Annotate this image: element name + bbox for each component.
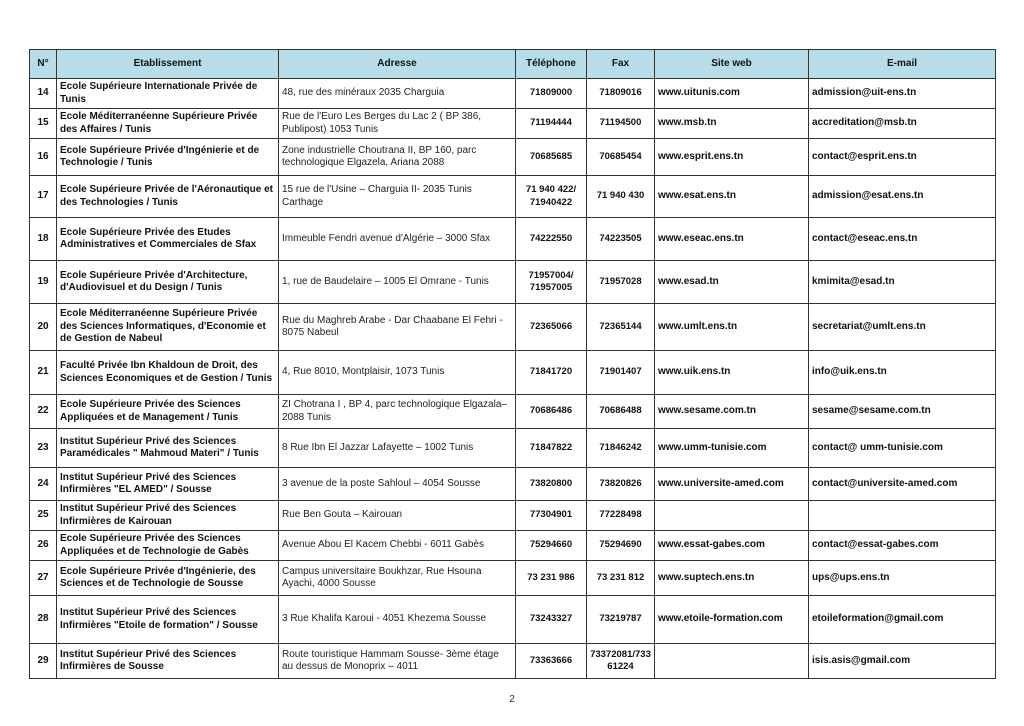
telephone: 75294660 xyxy=(516,531,587,561)
table-row xyxy=(30,596,996,644)
email-link[interactable]: info@uik.ens.tn xyxy=(809,351,996,395)
telephone: 71847822 xyxy=(516,429,587,468)
table-row xyxy=(30,109,996,139)
table-row xyxy=(30,429,996,468)
email-link[interactable]: contact@essat-gabes.com xyxy=(809,531,996,561)
fax: 72365144 xyxy=(587,304,655,351)
address: 1, rue de Baudelaire – 1005 El Omrane - Tunis xyxy=(279,261,516,304)
establishment-name: Ecole Supérieure Privée d'Ingénierie et de Technologie / Tunis xyxy=(57,139,279,176)
website-link xyxy=(655,644,809,679)
fax: 71194500 xyxy=(587,109,655,139)
address: 4, Rue 8010, Montplaisir, 1073 Tunis xyxy=(279,351,516,395)
address: Rue de l'Euro Les Berges du Lac 2 ( BP 386, Publipost) 1053 Tunis xyxy=(279,109,516,139)
header-email: E-mail xyxy=(809,50,996,79)
establishment-name: Ecole Supérieure Internationale Privée de Tunis xyxy=(57,79,279,109)
establishment-name: Ecole Supérieure Privée des Etudes Administratives et Commerciales de Sfax xyxy=(57,218,279,261)
address: 3 avenue de la poste Sahloul – 4054 Sousse xyxy=(279,468,516,501)
telephone: 70686486 xyxy=(516,395,587,429)
website-link[interactable]: www.sesame.com.tn xyxy=(655,395,809,429)
telephone: 73820800 xyxy=(516,468,587,501)
address: Rue Ben Gouta – Kairouan xyxy=(279,501,516,531)
website-link[interactable]: www.etoile-formation.com xyxy=(655,596,809,644)
website-link[interactable]: www.msb.tn xyxy=(655,109,809,139)
row-number: 27 xyxy=(30,561,57,596)
header-adresse: Adresse xyxy=(279,50,516,79)
address: Avenue Abou El Kacem Chebbi - 6011 Gabès xyxy=(279,531,516,561)
establishment-name: Institut Supérieur Privé des Sciences Infirmières "Etoile de formation" / Sousse xyxy=(57,596,279,644)
row-number: 23 xyxy=(30,429,57,468)
establishment-name: Ecole Supérieure Privée d'Architecture, d'Audiovisuel et du Design / Tunis xyxy=(57,261,279,304)
website-link[interactable]: www.uitunis.com xyxy=(655,79,809,109)
fax: 70686488 xyxy=(587,395,655,429)
row-number: 24 xyxy=(30,468,57,501)
row-number: 14 xyxy=(30,79,57,109)
header-number: N° xyxy=(30,50,57,79)
establishment-name: Faculté Privée Ibn Khaldoun de Droit, des Sciences Economiques et de Gestion / Tunis xyxy=(57,351,279,395)
row-number: 15 xyxy=(30,109,57,139)
website-link[interactable]: www.suptech.ens.tn xyxy=(655,561,809,596)
table-row xyxy=(30,79,996,109)
telephone: 71194444 xyxy=(516,109,587,139)
fax: 71957028 xyxy=(587,261,655,304)
row-number: 17 xyxy=(30,176,57,218)
table-row xyxy=(30,304,996,351)
address: ZI Chotrana I , BP 4, parc technologique Elgazala– 2088 Tunis xyxy=(279,395,516,429)
fax: 71846242 xyxy=(587,429,655,468)
address: Zone industrielle Choutrana II, BP 160, parc technologique Elgazela, Ariana 2088 xyxy=(279,139,516,176)
fax: 73 231 812 xyxy=(587,561,655,596)
row-number: 18 xyxy=(30,218,57,261)
telephone: 73243327 xyxy=(516,596,587,644)
establishment-name: Ecole Supérieure Privée de l'Aéronautique et des Technologies / Tunis xyxy=(57,176,279,218)
header-fax: Fax xyxy=(587,50,655,79)
fax: 73219787 xyxy=(587,596,655,644)
address: Campus universitaire Boukhzar, Rue Hsouna Ayachi, 4000 Sousse xyxy=(279,561,516,596)
establishment-name: Ecole Supérieure Privée des Sciences Appliquées et de Technologie de Gabès xyxy=(57,531,279,561)
email-link[interactable]: contact@eseac.ens.tn xyxy=(809,218,996,261)
fax: 71809016 xyxy=(587,79,655,109)
establishment-name: Ecole Méditerranéenne Supérieure Privée des Sciences Informatiques, d'Economie et de Gestion de Nabeul xyxy=(57,304,279,351)
establishment-name: Ecole Supérieure Privée d'Ingénierie, des Sciences et de Technologie de Sousse xyxy=(57,561,279,596)
telephone: 71841720 xyxy=(516,351,587,395)
website-link[interactable]: www.umm-tunisie.com xyxy=(655,429,809,468)
header-etablissement: Etablissement xyxy=(57,50,279,79)
table-row xyxy=(30,561,996,596)
telephone: 71957004/ 71957005 xyxy=(516,261,587,304)
email-link[interactable]: etoileformation@gmail.com xyxy=(809,596,996,644)
fax: 75294690 xyxy=(587,531,655,561)
address: 15 rue de l'Usine – Charguia II- 2035 Tunis Carthage xyxy=(279,176,516,218)
email-link[interactable]: contact@esprit.ens.tn xyxy=(809,139,996,176)
website-link[interactable]: www.universite-amed.com xyxy=(655,468,809,501)
address: Rue du Maghreb Arabe - Dar Chaabane El Fehri - 8075 Nabeul xyxy=(279,304,516,351)
website-link xyxy=(655,501,809,531)
table-row xyxy=(30,261,996,304)
address: Immeuble Fendri avenue d'Algérie – 3000 Sfax xyxy=(279,218,516,261)
email-link[interactable]: contact@ umm-tunisie.com xyxy=(809,429,996,468)
fax: 70685454 xyxy=(587,139,655,176)
fax: 71 940 430 xyxy=(587,176,655,218)
table-row xyxy=(30,218,996,261)
table-row xyxy=(30,468,996,501)
telephone: 77304901 xyxy=(516,501,587,531)
table-row xyxy=(30,351,996,395)
table-row xyxy=(30,176,996,218)
header-telephone: Téléphone xyxy=(516,50,587,79)
establishment-name: Institut Supérieur Privé des Sciences Paramédicales " Mahmoud Materi" / Tunis xyxy=(57,429,279,468)
email-link[interactable]: contact@universite-amed.com xyxy=(809,468,996,501)
website-link[interactable]: www.esprit.ens.tn xyxy=(655,139,809,176)
email-link[interactable]: isis.asis@gmail.com xyxy=(809,644,996,679)
email-link[interactable]: sesame@sesame.com.tn xyxy=(809,395,996,429)
row-number: 19 xyxy=(30,261,57,304)
telephone: 74222550 xyxy=(516,218,587,261)
address: 48, rue des minéraux 2035 Charguia xyxy=(279,79,516,109)
telephone: 71809000 xyxy=(516,79,587,109)
row-number: 16 xyxy=(30,139,57,176)
website-link[interactable]: www.essat-gabes.com xyxy=(655,531,809,561)
email-link[interactable]: admission@uit-ens.tn xyxy=(809,79,996,109)
website-link[interactable]: www.uik.ens.tn xyxy=(655,351,809,395)
website-link[interactable]: www.esad.tn xyxy=(655,261,809,304)
telephone: 70685685 xyxy=(516,139,587,176)
fax: 77228498 xyxy=(587,501,655,531)
email-link[interactable]: admission@esat.ens.tn xyxy=(809,176,996,218)
header-site-web: Site web xyxy=(655,50,809,79)
telephone: 73 231 986 xyxy=(516,561,587,596)
email-link[interactable]: kmimita@esad.tn xyxy=(809,261,996,304)
website-link[interactable]: www.umlt.ens.tn xyxy=(655,304,809,351)
table-row xyxy=(30,501,996,531)
fax: 73820826 xyxy=(587,468,655,501)
establishment-name: Institut Supérieur Privé des Sciences Infirmières "EL AMED" / Sousse xyxy=(57,468,279,501)
website-link[interactable]: www.esat.ens.tn xyxy=(655,176,809,218)
page-number: 2 xyxy=(509,694,515,705)
fax: 71901407 xyxy=(587,351,655,395)
website-link[interactable]: www.eseac.ens.tn xyxy=(655,218,809,261)
telephone: 72365066 xyxy=(516,304,587,351)
row-number: 26 xyxy=(30,531,57,561)
address: 3 Rue Khalifa Karoui - 4051 Khezema Sousse xyxy=(279,596,516,644)
row-number: 29 xyxy=(30,644,57,679)
row-number: 21 xyxy=(30,351,57,395)
row-number: 28 xyxy=(30,596,57,644)
row-number: 22 xyxy=(30,395,57,429)
fax: 73372081/733 61224 xyxy=(587,644,655,679)
row-number: 25 xyxy=(30,501,57,531)
email-link[interactable]: accreditation@msb.tn xyxy=(809,109,996,139)
address: 8 Rue Ibn El Jazzar Lafayette – 1002 Tunis xyxy=(279,429,516,468)
table-header-row xyxy=(30,50,996,79)
row-number: 20 xyxy=(30,304,57,351)
establishment-name: Ecole Méditerranéenne Supérieure Privée des Affaires / Tunis xyxy=(57,109,279,139)
telephone: 71 940 422/ 71940422 xyxy=(516,176,587,218)
telephone: 73363666 xyxy=(516,644,587,679)
establishment-name: Ecole Supérieure Privée des Sciences Appliquées et de Management / Tunis xyxy=(57,395,279,429)
email-link[interactable]: secretariat@umlt.ens.tn xyxy=(809,304,996,351)
table-row xyxy=(30,644,996,679)
table-row xyxy=(30,139,996,176)
email-link xyxy=(809,501,996,531)
table-row xyxy=(30,395,996,429)
institutions-table xyxy=(29,49,996,679)
email-link[interactable]: ups@ups.ens.tn xyxy=(809,561,996,596)
address: Route touristique Hammam Sousse- 3ème étage au dessus de Monoprix – 4011 xyxy=(279,644,516,679)
fax: 74223505 xyxy=(587,218,655,261)
establishment-name: Institut Supérieur Privé des Sciences Infirmières de Sousse xyxy=(57,644,279,679)
table-row xyxy=(30,531,996,561)
establishment-name: Institut Supérieur Privé des Sciences Infirmières de Kairouan xyxy=(57,501,279,531)
